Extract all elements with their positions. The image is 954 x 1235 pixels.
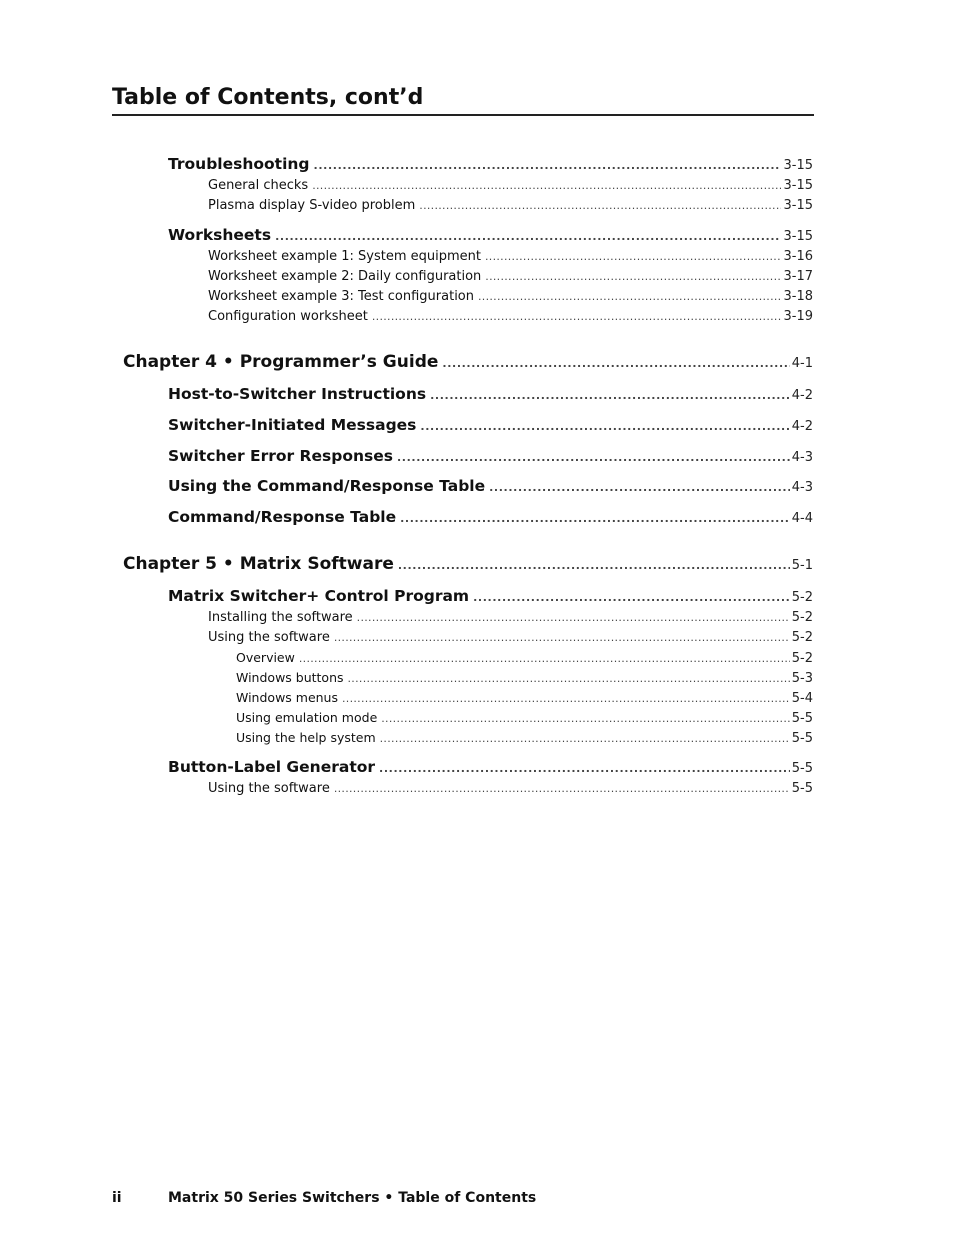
page-title: Table of Contents, cont’d [112,84,814,116]
dot-leader [430,389,790,402]
toc-entry-section [168,226,813,244]
dot-leader [372,310,782,323]
toc-entry-title: Chapter 4 • Programmer’s Guide [123,352,439,372]
toc-entry-section [168,447,813,465]
dot-leader [485,250,781,263]
toc-entry-section [168,155,813,173]
dot-leader [398,559,790,572]
toc-entry-title: Plasma display S-video problem [208,198,416,213]
toc-entry-title: Chapter 5 • Matrix Software [123,554,394,574]
toc-entry-page: 5-2 [791,651,813,666]
toc-entry-page: 5-1 [791,558,813,573]
dot-leader [334,631,790,644]
toc-entry-page: 3-18 [783,289,813,304]
toc-entry-page: 3-15 [783,158,813,173]
toc-entry-sub [208,781,813,796]
footer-text: Matrix 50 Series Switchers • Table of Contents [168,1190,537,1206]
toc-entry-title: Command/Response Table [168,508,397,526]
toc-entry-sub [208,178,813,193]
toc-entry-page: 3-15 [783,178,813,193]
toc-entry-page: 3-15 [783,198,813,213]
toc-entry-page: 3-17 [783,269,813,284]
toc-entry-section [168,758,813,776]
toc-entry-section [168,385,813,403]
toc-entry-page: 5-5 [791,711,813,726]
toc-entry-title: Worksheet example 1: System equipment [208,249,481,264]
dot-leader [312,179,781,192]
toc-entry-subsub [236,690,813,706]
toc-entry-subsub [236,650,813,666]
dot-leader [357,611,790,624]
toc-entry-page: 4-2 [791,388,813,403]
toc-entry-title: General checks [208,178,309,193]
toc-entry-section [168,508,813,526]
toc-entry-sub [208,249,813,264]
toc-entry-page: 5-4 [791,691,813,706]
toc-entry-page: 4-1 [791,356,813,371]
toc-entry-title: Windows menus [236,690,338,705]
toc-entry-title: Switcher-Initiated Messages [168,416,417,434]
toc-entry-sub [208,198,813,213]
dot-leader [473,591,790,604]
dot-leader [419,199,781,212]
dot-leader [379,762,790,775]
dot-leader [397,451,790,464]
dot-leader [314,159,782,172]
toc-entry-title: Worksheet example 3: Test configuration [208,289,474,304]
dot-leader [380,732,790,745]
toc-entry-sub [208,630,813,645]
toc-entry-page: 4-2 [791,419,813,434]
toc-entry-page: 4-4 [791,511,813,526]
toc-entry-title: Using the help system [236,730,376,745]
dot-leader [348,672,790,685]
dot-leader [442,357,789,370]
toc-entry-title: Worksheet example 2: Daily configuration [208,269,482,284]
toc-entry-subsub [236,710,813,726]
toc-entry-section [168,587,813,605]
toc-entry-page: 5-2 [791,630,813,645]
dot-leader [400,512,790,525]
footer-page-number: ii [112,1190,122,1206]
toc-entry-title: Using the Command/Response Table [168,477,486,495]
toc-entry-page: 4-3 [791,450,813,465]
toc-entry-page: 5-5 [791,761,813,776]
dot-leader [478,290,781,303]
toc-entry-title: Matrix Switcher+ Control Program [168,587,470,605]
dot-leader [342,692,790,705]
toc-entry-sub [208,269,813,284]
dot-leader [420,420,789,433]
toc-entry-title: Using the software [208,781,330,796]
dot-leader [381,712,790,725]
toc-entry-title: Windows buttons [236,670,344,685]
toc-entry-title: Using emulation mode [236,710,378,725]
toc-entry-chapter [123,352,813,372]
dot-leader [485,270,781,283]
dot-leader [275,230,781,243]
dot-leader [489,481,790,494]
toc-entry-sub [208,610,813,625]
toc-entry-title: Overview [236,650,295,665]
toc-entry-subsub [236,670,813,686]
toc-entry-title: Installing the software [208,610,353,625]
toc-entry-section [168,416,813,434]
toc-entry-sub [208,289,813,304]
toc-entry-title: Switcher Error Responses [168,447,393,465]
dot-leader [299,652,790,665]
toc-entry-page: 5-3 [791,671,813,686]
toc-entry-page: 5-5 [791,731,813,746]
toc-entry-title: Configuration worksheet [208,309,368,324]
toc-entry-subsub [236,730,813,746]
toc-entry-section [168,477,813,495]
toc-entry-page: 3-19 [783,309,813,324]
toc-entry-title: Button-Label Generator [168,758,376,776]
toc-entry-title: Troubleshooting [168,155,310,173]
toc-entry-title: Host-to-Switcher Instructions [168,385,427,403]
toc-entry-title: Worksheets [168,226,272,244]
toc-entry-chapter [123,554,813,574]
toc-entry-title: Using the software [208,630,330,645]
dot-leader [334,782,790,795]
toc-entry-page: 5-2 [791,590,813,605]
toc-entry-page: 5-5 [791,781,813,796]
page-footer [112,1190,536,1206]
toc-entry-page: 3-16 [783,249,813,264]
toc-entry-page: 4-3 [791,480,813,495]
toc-entry-sub [208,309,813,324]
toc-entry-page: 3-15 [783,229,813,244]
toc-entry-page: 5-2 [791,610,813,625]
